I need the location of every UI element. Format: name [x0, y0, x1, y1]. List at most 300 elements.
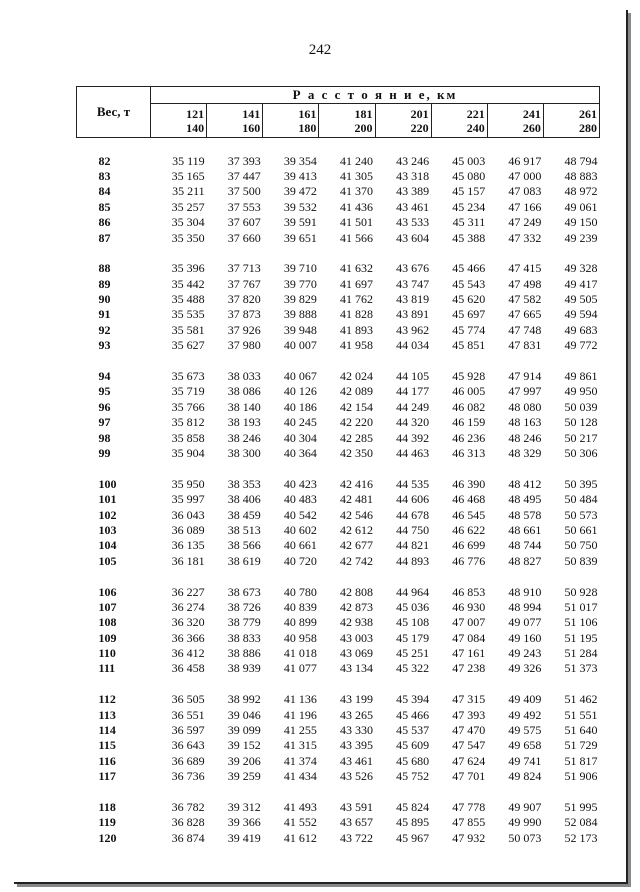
table-row: [77, 507, 600, 522]
rate-cell: 40 245: [283, 415, 317, 430]
rate-cell: 40 839: [283, 599, 317, 614]
weight-cell: 119: [98, 815, 116, 830]
rate-cell: 42 024: [340, 369, 373, 384]
distance-range-header: [431, 104, 487, 138]
rate-cell: 36 643: [171, 738, 205, 753]
rate-cell: 38 992: [227, 692, 261, 707]
rate-cell: 48 163: [508, 415, 542, 430]
rate-cell: 41 240: [340, 153, 373, 168]
rate-cell: 45 251: [396, 646, 430, 661]
rate-cell: 41 374: [283, 753, 317, 768]
rate-cell: 43 819: [396, 292, 430, 307]
rate-cell: 35 396: [171, 261, 205, 276]
range-from: 221: [466, 106, 485, 121]
rate-cell: 46 622: [452, 522, 486, 537]
rate-cell: 45 967: [396, 830, 430, 845]
table-row: [77, 323, 600, 338]
rate-cell: 43 265: [340, 707, 373, 722]
rate-cell: 41 196: [283, 707, 317, 722]
weight-cell: 100: [98, 476, 117, 491]
rate-cell: 47 914: [508, 369, 542, 384]
rate-cell: 35 673: [171, 369, 205, 384]
rate-cell: 48 329: [508, 446, 542, 460]
rate-cell: 40 780: [283, 584, 317, 599]
rate-cell: 46 236: [452, 430, 486, 445]
page-number: 242: [308, 42, 332, 58]
rate-cell: 38 566: [227, 538, 261, 553]
table-row: [77, 230, 600, 245]
rate-cell: 42 089: [340, 384, 373, 399]
rate-cell: 48 661: [508, 522, 542, 537]
rate-cell: 49 990: [508, 815, 542, 830]
rate-cell: 43 199: [340, 692, 373, 707]
rate-cell: 41 697: [340, 276, 373, 291]
range-from: 241: [522, 106, 541, 121]
rate-cell: 45 824: [396, 799, 430, 814]
table-row: [77, 831, 600, 846]
rate-cell: 35 165: [171, 168, 205, 183]
rate-cell: 45 108: [396, 615, 430, 630]
rate-cell: 51 551: [564, 707, 598, 722]
table-row: [77, 538, 600, 553]
rate-cell: 39 419: [227, 830, 261, 845]
rate-cell: 45 322: [396, 661, 430, 676]
rate-cell: 46 930: [452, 599, 486, 614]
rate-cell: 39 651: [283, 230, 317, 245]
distance-range-row: [77, 104, 600, 138]
rate-cell: 35 950: [171, 476, 205, 491]
rate-cell: 35 581: [171, 322, 205, 337]
rate-cell: 39 354: [283, 153, 317, 168]
weight-cell: 105: [98, 553, 117, 568]
rate-cell: 51 817: [564, 753, 598, 768]
block-separator: [77, 677, 600, 692]
weight-cell: 85: [98, 199, 111, 214]
rate-cell: 50 395: [564, 476, 598, 491]
rate-cell: 51 995: [564, 799, 598, 814]
rate-cell: 42 220: [340, 415, 373, 430]
rate-cell: 46 082: [452, 399, 486, 414]
rate-cell: 37 926: [227, 322, 261, 337]
rate-cell: 38 726: [227, 599, 261, 614]
rate-cell: 35 488: [171, 292, 205, 307]
block-separator: [77, 246, 600, 261]
weight-cell: 118: [98, 799, 116, 814]
block-separator: [77, 461, 600, 476]
block-separator: [77, 784, 600, 799]
table-row: [77, 400, 600, 415]
range-to: 280: [579, 120, 597, 135]
rate-cell: 51 195: [564, 630, 598, 645]
weight-cell: 92: [98, 322, 111, 337]
rate-cell: 40 304: [283, 430, 317, 445]
rate-cell: 42 873: [340, 599, 373, 614]
weight-cell: 112: [98, 692, 116, 707]
rate-cell: 50 839: [564, 553, 598, 568]
rate-cell: 49 683: [564, 322, 598, 337]
weight-cell: 113: [98, 707, 116, 722]
rate-cell: 51 462: [564, 692, 598, 707]
rate-cell: 35 997: [171, 492, 205, 507]
rate-cell: 48 412: [508, 476, 542, 491]
rate-cell: 45 752: [396, 769, 430, 784]
rate-cell: 45 394: [396, 692, 430, 707]
rate-cell: 48 883: [564, 168, 598, 183]
rate-cell: 45 003: [452, 153, 486, 168]
rate-cell: 45 680: [396, 753, 430, 768]
rate-cell: 41 136: [283, 692, 317, 707]
weight-cell: 91: [98, 307, 111, 322]
rate-cell: 47 393: [452, 707, 486, 722]
rate-cell: 48 495: [508, 492, 542, 507]
rate-cell: 39 206: [227, 753, 261, 768]
rate-cell: 43 676: [396, 261, 430, 276]
rate-cell: 35 766: [171, 399, 205, 414]
table-row: [77, 754, 600, 769]
rate-cell: 49 239: [564, 230, 598, 245]
rate-cell: 43 604: [396, 230, 430, 245]
weight-cell: 83: [98, 168, 111, 183]
rate-cell: 40 186: [283, 399, 317, 414]
rate-cell: 36 782: [171, 799, 205, 814]
table-row: [77, 369, 600, 384]
range-from: 181: [354, 106, 373, 121]
rate-cell: 43 657: [340, 815, 373, 830]
rate-cell: 36 689: [171, 753, 205, 768]
range-from: 161: [298, 106, 317, 121]
rate-cell: 35 350: [171, 230, 205, 245]
rate-cell: 36 597: [171, 723, 205, 738]
rate-cell: 36 320: [171, 615, 205, 630]
rate-cell: 38 513: [227, 522, 261, 537]
rate-cell: 40 007: [283, 338, 317, 353]
header-spacer: [77, 138, 600, 154]
rate-cell: 39 591: [283, 215, 317, 230]
table-row: [77, 338, 600, 353]
table-row: [77, 523, 600, 538]
rate-cell: 50 573: [564, 507, 598, 522]
table-row: [77, 215, 600, 230]
table-row: [77, 446, 600, 461]
rate-cell: 43 526: [340, 769, 373, 784]
rate-cell: 47 547: [452, 738, 486, 753]
rate-cell: 38 673: [227, 584, 261, 599]
rate-cell: 35 442: [171, 276, 205, 291]
rate-cell: 45 179: [396, 630, 430, 645]
rate-cell: 43 003: [340, 630, 373, 645]
rate-cell: 49 575: [508, 723, 542, 738]
rate-cell: 45 620: [452, 292, 486, 307]
rate-cell: 46 005: [452, 384, 486, 399]
weight-cell: 82: [98, 153, 111, 168]
rate-cell: 37 767: [227, 276, 261, 291]
rate-cell: 39 366: [227, 815, 261, 830]
rate-cell: 38 886: [227, 646, 261, 661]
rate-cell: 39 770: [283, 276, 317, 291]
rate-cell: 46 853: [452, 584, 486, 599]
weight-cell: 110: [98, 646, 116, 661]
rate-cell: 49 658: [508, 738, 542, 753]
rate-cell: 51 373: [564, 661, 598, 676]
rate-cell: 40 602: [283, 522, 317, 537]
rate-cell: 38 086: [227, 384, 261, 399]
rate-cell: 39 472: [283, 184, 317, 199]
rate-cell: 47 932: [452, 830, 486, 845]
rate-cell: 40 720: [283, 553, 317, 568]
table-row: [77, 261, 600, 276]
rate-cell: 47 701: [452, 769, 486, 784]
distance-range-header: [263, 104, 319, 138]
rate-cell: 43 461: [396, 199, 430, 214]
weight-cell: 111: [98, 661, 116, 676]
weight-cell: 115: [98, 738, 116, 753]
rate-cell: 49 741: [508, 753, 542, 768]
weight-cell: 107: [98, 599, 117, 614]
rate-cell: 44 392: [396, 430, 430, 445]
weight-cell: 88: [98, 261, 111, 276]
rate-cell: 38 406: [227, 492, 261, 507]
rate-cell: 35 535: [171, 307, 205, 322]
rate-cell: 41 077: [283, 661, 317, 676]
rate-cell: 44 463: [396, 446, 430, 460]
rate-cell: 38 619: [227, 553, 261, 568]
weight-cell: 116: [98, 753, 116, 768]
rate-cell: 50 750: [564, 538, 598, 553]
rate-cell: 44 105: [396, 369, 430, 384]
rate-cell: 50 039: [564, 399, 598, 414]
rate-cell: 49 772: [564, 338, 598, 353]
rate-cell: 37 500: [227, 184, 261, 199]
table-row: [77, 430, 600, 445]
rate-cell: 51 729: [564, 738, 598, 753]
table-row: [77, 200, 600, 215]
rate-cell: 49 150: [564, 215, 598, 230]
rate-cell: 40 483: [283, 492, 317, 507]
rate-cell: 35 858: [171, 430, 205, 445]
rate-cell: 42 154: [340, 399, 373, 414]
rate-cell: 43 722: [340, 830, 373, 845]
rate-cell: 49 824: [508, 769, 542, 784]
weight-cell: 89: [98, 276, 111, 291]
rate-cell: 38 833: [227, 630, 261, 645]
table-row: [77, 815, 600, 830]
distance-range-header: [151, 104, 207, 138]
weight-cell: 84: [98, 184, 111, 199]
rate-cell: 37 820: [227, 292, 261, 307]
rate-cell: 44 034: [396, 338, 430, 353]
rate-cell: 43 891: [396, 307, 430, 322]
rate-cell: 41 305: [340, 168, 373, 183]
rate-cell: 47 315: [452, 692, 486, 707]
weight-cell: 95: [98, 384, 111, 399]
rate-cell: 36 874: [171, 830, 205, 845]
table-row: [77, 277, 600, 292]
rate-cell: 47 332: [508, 230, 542, 245]
rate-cell: 43 318: [396, 168, 430, 183]
rate-cell: 38 939: [227, 661, 261, 676]
rate-cell: 47 084: [452, 630, 486, 645]
rate-cell: 47 748: [508, 322, 542, 337]
rate-cell: 46 390: [452, 476, 486, 491]
table-row: [77, 584, 600, 599]
rate-cell: 41 762: [340, 292, 373, 307]
rate-cell: 45 388: [452, 230, 486, 245]
rate-cell: 38 459: [227, 507, 261, 522]
rate-cell: 47 997: [508, 384, 542, 399]
weight-cell: 102: [98, 507, 117, 522]
rate-cell: 39 046: [227, 707, 261, 722]
table-row: [77, 692, 600, 707]
rate-cell: 47 855: [452, 815, 486, 830]
rate-cell: 46 313: [452, 446, 486, 460]
rate-cell: 48 827: [508, 553, 542, 568]
rate-cell: 48 972: [564, 184, 598, 199]
rate-cell: 42 677: [340, 538, 373, 553]
table-row: [77, 492, 600, 507]
rate-cell: 47 161: [452, 646, 486, 661]
rate-cell: 36 181: [171, 553, 205, 568]
rate-cell: 42 481: [340, 492, 373, 507]
rate-cell: 46 545: [452, 507, 486, 522]
rate-cell: 43 389: [396, 184, 430, 199]
rate-cell: 51 640: [564, 723, 598, 738]
rate-cell: 37 660: [227, 230, 261, 245]
rate-cell: 47 000: [508, 168, 542, 183]
table-row: [77, 554, 600, 569]
rate-cell: 44 964: [396, 584, 430, 599]
weight-cell: 98: [98, 430, 111, 445]
rate-cell: 42 285: [340, 430, 373, 445]
rate-cell: 36 505: [171, 692, 205, 707]
rate-cell: 38 779: [227, 615, 261, 630]
table-row: [77, 477, 600, 492]
rate-cell: 43 395: [340, 738, 373, 753]
tariff-table: [76, 86, 600, 846]
rate-cell: 41 255: [283, 723, 317, 738]
rate-cell: 35 627: [171, 338, 205, 353]
weight-cell: 108: [98, 615, 117, 630]
rate-cell: 49 594: [564, 307, 598, 322]
weight-cell: 106: [98, 584, 117, 599]
rate-cell: 48 080: [508, 399, 542, 414]
rate-cell: 36 135: [171, 538, 205, 553]
rate-cell: 43 591: [340, 799, 373, 814]
rate-cell: 41 828: [340, 307, 373, 322]
range-to: 140: [186, 120, 205, 135]
rate-cell: 49 077: [508, 615, 542, 630]
rate-cell: 49 326: [508, 661, 542, 676]
rate-cell: 37 553: [227, 199, 261, 214]
rate-cell: 46 917: [508, 153, 542, 168]
rate-cell: 47 498: [508, 276, 542, 291]
weight-cell: 101: [98, 492, 117, 507]
rate-cell: 50 128: [564, 415, 598, 430]
rate-cell: 38 246: [227, 430, 261, 445]
rate-cell: 36 412: [171, 646, 205, 661]
table-row: [77, 307, 600, 322]
rate-cell: 48 910: [508, 584, 542, 599]
rate-cell: 43 962: [396, 322, 430, 337]
rate-cell: 51 017: [564, 599, 598, 614]
weight-cell: 86: [98, 215, 111, 230]
rate-cell: 48 246: [508, 430, 542, 445]
rate-cell: 52 084: [564, 815, 598, 830]
rate-cell: 36 828: [171, 815, 205, 830]
rate-cell: 49 328: [564, 261, 598, 276]
range-to: 200: [354, 120, 373, 135]
weight-cell: 97: [98, 415, 111, 430]
weight-cell: 96: [98, 399, 111, 414]
rate-cell: 44 893: [396, 553, 430, 568]
rate-cell: 42 742: [340, 553, 373, 568]
rate-cell: 35 304: [171, 215, 205, 230]
range-from: 121: [186, 106, 205, 121]
weight-cell: 114: [98, 723, 116, 738]
table-header: [77, 87, 600, 138]
rate-cell: 52 173: [564, 830, 598, 845]
weight-cell: 90: [98, 292, 111, 307]
table-row: [77, 723, 600, 738]
rate-cell: 42 808: [340, 584, 373, 599]
rate-cell: 39 710: [283, 261, 317, 276]
rate-cell: 41 632: [340, 261, 373, 276]
rate-cell: 46 776: [452, 553, 486, 568]
rate-cell: 51 106: [564, 615, 598, 630]
table-row: [77, 384, 600, 399]
rate-cell: 36 043: [171, 507, 205, 522]
rate-cell: 43 747: [396, 276, 430, 291]
rate-cell: 44 535: [396, 476, 430, 491]
rate-cell: 36 458: [171, 661, 205, 676]
rate-cell: 38 353: [227, 476, 261, 491]
rate-cell: 45 697: [452, 307, 486, 322]
rate-cell: 36 089: [171, 522, 205, 537]
table-row: [77, 615, 600, 630]
rate-cell: 46 159: [452, 415, 486, 430]
rate-cell: 49 505: [564, 292, 598, 307]
rate-cell: 47 249: [508, 215, 542, 230]
rate-cell: 49 409: [508, 692, 542, 707]
table-row: [77, 661, 600, 676]
table-row: [77, 600, 600, 615]
rate-cell: 38 193: [227, 415, 261, 430]
rate-cell: 39 099: [227, 723, 261, 738]
rate-cell: 35 812: [171, 415, 205, 430]
weight-cell: 109: [98, 630, 117, 645]
rate-cell: 47 778: [452, 799, 486, 814]
rate-cell: 41 566: [340, 230, 373, 245]
rate-cell: 44 177: [396, 384, 430, 399]
rate-cell: 42 938: [340, 615, 373, 630]
rate-cell: 46 468: [452, 492, 486, 507]
rate-cell: 51 906: [564, 769, 598, 784]
rate-cell: 40 899: [283, 615, 317, 630]
rate-cell: 39 152: [227, 738, 261, 753]
rate-cell: 35 257: [171, 199, 205, 214]
rate-cell: 47 238: [452, 661, 486, 676]
rate-cell: 43 069: [340, 646, 373, 661]
rate-cell: 42 612: [340, 522, 373, 537]
rate-cell: 49 243: [508, 646, 542, 661]
table-row: [77, 707, 600, 722]
rate-cell: 41 501: [340, 215, 373, 230]
rate-cell: 41 434: [283, 769, 317, 784]
range-from: 141: [242, 106, 261, 121]
rate-cell: 50 661: [564, 522, 598, 537]
table-row: [77, 769, 600, 784]
rate-cell: 38 140: [227, 399, 261, 414]
rate-cell: 50 928: [564, 584, 598, 599]
